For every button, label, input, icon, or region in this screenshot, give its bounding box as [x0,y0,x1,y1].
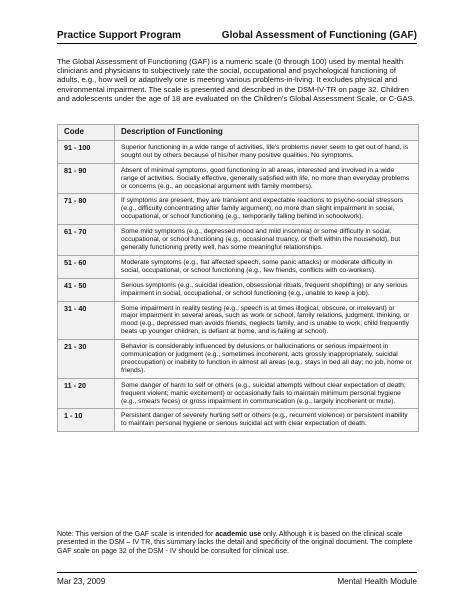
gaf-code: 61 - 70 [58,225,115,256]
table-row [58,225,419,256]
table-row [58,378,419,409]
footer-date: Mar 23, 2009 [57,577,106,586]
document-title: Global Assessment of Functioning (GAF) [221,30,417,41]
table-row [58,163,419,194]
gaf-code: 31 - 40 [58,301,115,340]
gaf-code: 71 - 80 [58,194,115,225]
code-column-header: Code [58,125,115,141]
table-row [58,301,419,340]
gaf-description: Superior functioning in a wide range of activities, life's problems never seem to get out of hand, is sought out by others because of his/her many positive qualities. No symptoms. [115,140,419,163]
gaf-table [57,124,419,432]
gaf-description: Some impairment in reality testing (e.g., speech is at times illogical, obscure, or irrelevant) or major impairment in several areas, such as work or school, family relations, judgment, thinking, or mood (e.g., depressed man avoids friends, neglects family, and is unable to work; child frequently beats up younger children, is defiant at home, and is failing at school). [115,301,419,340]
gaf-code: 11 - 20 [58,378,115,409]
gaf-code: 91 - 100 [58,140,115,163]
description-column-header: Description of Functioning [115,125,419,141]
gaf-description: Persistent danger of severely hurting self or others (e.g., recurrent violence) or persistent inability to maintain personal hygiene or serious suicidal act with clear expectation of death. [115,409,419,432]
footer-module: Mental Health Module [337,577,417,586]
table-header-row [58,125,419,141]
gaf-description: If symptoms are present, they are transient and expectable reactions to psycho-social stressors (e.g., difficulty concentrating after family argument); no more than slight impairment in social, occupational, or school functioning (e.g., temporarily falling behind in schoolwork). [115,194,419,225]
gaf-description: Moderate symptoms (e.g., flat affected speech, some panic attacks) or moderate difficulty in social, occupational, or school functioning (e.g., few friends, conflicts with co-workers). [115,255,419,278]
table-row [58,340,419,379]
gaf-code: 21 - 30 [58,340,115,379]
gaf-description: Some mild symptoms (e.g., depressed mood and mild insomnia) or some difficulty in social, occupational, or school functioning (e.g., occasional truancy, or theft within the household), but generally functioning pretty well, has some meaningful relationships. [115,225,419,256]
gaf-code: 51 - 60 [58,255,115,278]
note-suffix: only. Although it is based on the clinical scale presented in the DSM – IV TR, this summary lacks the detail and specificity of the original document. The complete GAF scale on page 32 of the DSM - IV should be consulted for clinical use. [57,531,413,555]
note-emphasis: academic use [215,531,262,538]
table-row [58,409,419,432]
gaf-code: 81 - 90 [58,163,115,194]
gaf-description: Serious symptoms (e.g., suicidal ideation, obsessional rituals, frequent shoplifting) or any serious impairment in social, occupational, or school functioning (e.g., unable to keep a job). [115,278,419,301]
academic-use-note [57,531,419,556]
table-row [58,255,419,278]
page-header [57,25,417,44]
intro-paragraph: The Global Assessment of Functioning (GAF) is a numeric scale (0 through 100) used by mental health clinicians and physicians to subjectively rate the social, occupational and psychological functioning of adults, e.g., how well or adaptively one is meeting various problems-in-living. It excludes physical and environmental impairment. The scale is presented and described in the DSM-IV-TR on page 32. Children and adolescents under the age of 18 are evaluated on the Children's Global Assessment Scale, or C-GAS. [57,57,415,103]
program-name: Practice Support Program [57,30,181,41]
page-footer [57,572,417,586]
gaf-code: 1 - 10 [58,409,115,432]
gaf-description: Some danger of harm to self or others (e.g., suicidal attempts without clear expectation of death; frequent violent; manic excitement) or occasionally fails to maintain minimum personal hygiene (e.g., smears feces) or gross impairment in communication (e.g., largely incoherent or mute). [115,378,419,409]
gaf-description: Behavior is considerably influenced by delusions or hallucinations or serious impairment in communication or judgment (e.g., sometimes incoherent, acts grossly inappropriately, suicidal preoccupation) or inability to function in almost all areas (e.g., stays in bed all day; no job, home or friends). [115,340,419,379]
table-row [58,140,419,163]
table-row [58,278,419,301]
gaf-code: 41 - 50 [58,278,115,301]
gaf-description: Absent of minimal symptoms, good functioning in all areas, interested and involved in a wide range of activities. Socially effective, generally satisfied with life, no more than everyday problems or concerns (e.g., an occasional argument with family members). [115,163,419,194]
note-prefix: Note: This version of the GAF scale is intended for [57,531,216,538]
table-row [58,194,419,225]
